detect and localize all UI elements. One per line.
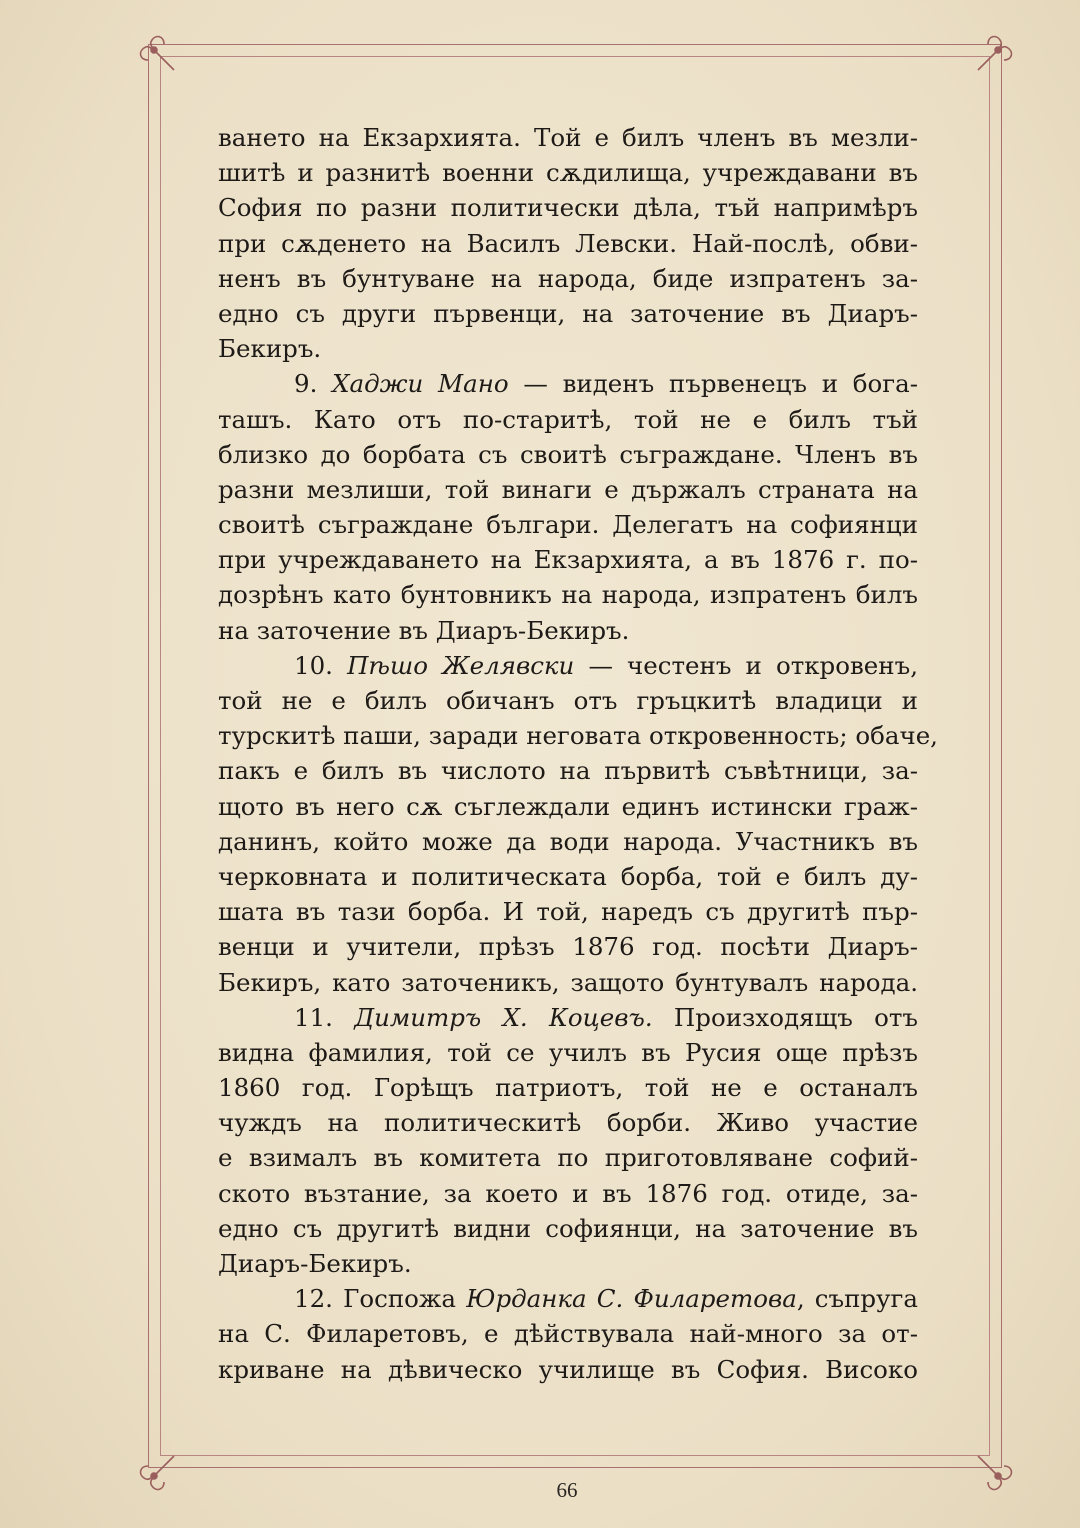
- text-line: шата въ тази борба. И той, наредъ съ другитѣ пър-: [218, 897, 918, 927]
- text-line: ненъ въ бунтуване на народа, биде изпратенъ за-: [218, 263, 918, 293]
- text-line: разни мезлиши, той винаги е държалъ страната на: [218, 474, 918, 504]
- entry-10-line: 10. Пѣшо Желявски — честенъ и откровенъ,: [294, 650, 918, 680]
- text-line: пакъ е билъ въ числото на първитѣ съвѣтници, за-: [218, 756, 918, 786]
- page-body-text: [218, 120, 938, 1387]
- text-line: турскитѣ паши, заради неговата откровенность; обаче,: [218, 721, 938, 751]
- entry-9-line: 9. Хаджи Мано — виденъ първенецъ и бога-: [294, 369, 918, 399]
- person-name: Хаджи Мано: [332, 369, 509, 399]
- person-name: Пѣшо Желявски: [347, 650, 575, 680]
- text-line: своитѣ съграждане българи. Делегатъ на софиянци: [218, 510, 918, 540]
- text-line: на заточение въ Диаръ-Бекиръ.: [218, 615, 630, 645]
- text-line: при учреждаването на Екзархията, а въ 1876 г. по-: [218, 545, 918, 575]
- text-line: той не е билъ обичанъ отъ гръцкитѣ владици и: [218, 686, 918, 715]
- text-line: едно съ другитѣ видни софиянци, на заточение въ: [218, 1213, 918, 1243]
- page-number: 66: [556, 1478, 578, 1502]
- text-line: криване на дѣвическо училище въ София. Високо: [218, 1354, 918, 1384]
- text-line: близко до борбата съ своитѣ съграждане. Членъ въ: [218, 439, 918, 469]
- text-line: ското възтание, за което и въ 1876 год. отиде, за-: [218, 1178, 918, 1208]
- text-line: видна фамилия, той се училъ въ Русия още прѣзъ: [218, 1037, 918, 1067]
- text-line: дозрѣнъ като бунтовникъ на народа, изпратенъ билъ: [218, 580, 918, 610]
- person-name: Юрданка С. Филаретова: [466, 1284, 797, 1314]
- text-line: София по разни политически дѣла, тъй напримѣръ: [218, 193, 918, 223]
- text-line: ването на Екзархията. Той е билъ членъ въ мезли-: [218, 123, 918, 152]
- text-line: едно съ други първенци, на заточение въ Диаръ-: [218, 298, 918, 328]
- corner-ornament-icon: [974, 30, 1018, 74]
- entry-12-line: 12. Госпожа Юрданка С. Филаретова, съпруга: [294, 1284, 918, 1314]
- text-line: Диаръ-Бекиръ.: [218, 1249, 412, 1278]
- entry-11-line: 11. Димитръ Х. Коцевъ. Произходящъ отъ: [294, 1002, 918, 1032]
- text-line: Бекиръ.: [218, 334, 322, 364]
- text-line: щото въ него сѫ съглеждали единъ истински граж-: [218, 791, 918, 821]
- text-line: 1860 год. Горѣщъ патриотъ, той не е останалъ: [218, 1073, 918, 1103]
- text-line: ташъ. Като отъ по-старитѣ, той не е билъ тъй: [218, 404, 918, 434]
- text-line: чуждъ на политическитѣ борби. Живо участие: [218, 1108, 918, 1138]
- person-name: Димитръ Х. Коцевъ.: [354, 1002, 653, 1032]
- text-line: шитѣ и разнитѣ военни сѫдилища, учреждавани въ: [218, 158, 918, 188]
- text-line: данинъ, който може да води народа. Участникъ въ: [218, 826, 918, 856]
- text-line: при сѫденето на Василъ Левски. Най-послѣ, обви-: [218, 228, 918, 258]
- text-line: Бекиръ, като заточеникъ, защото бунтувалъ народа.: [218, 967, 918, 997]
- corner-ornament-icon: [134, 30, 178, 74]
- text-line: е взималъ въ комитета по приготовляване софий-: [218, 1143, 918, 1173]
- text-line: черковната и политическата борба, той е билъ ду-: [218, 861, 918, 891]
- text-line: на С. Филаретовъ, е дѣйствувала най-много за от-: [218, 1319, 918, 1349]
- text-line: венци и учители, прѣзъ 1876 год. посѣти Диаръ-: [218, 932, 918, 962]
